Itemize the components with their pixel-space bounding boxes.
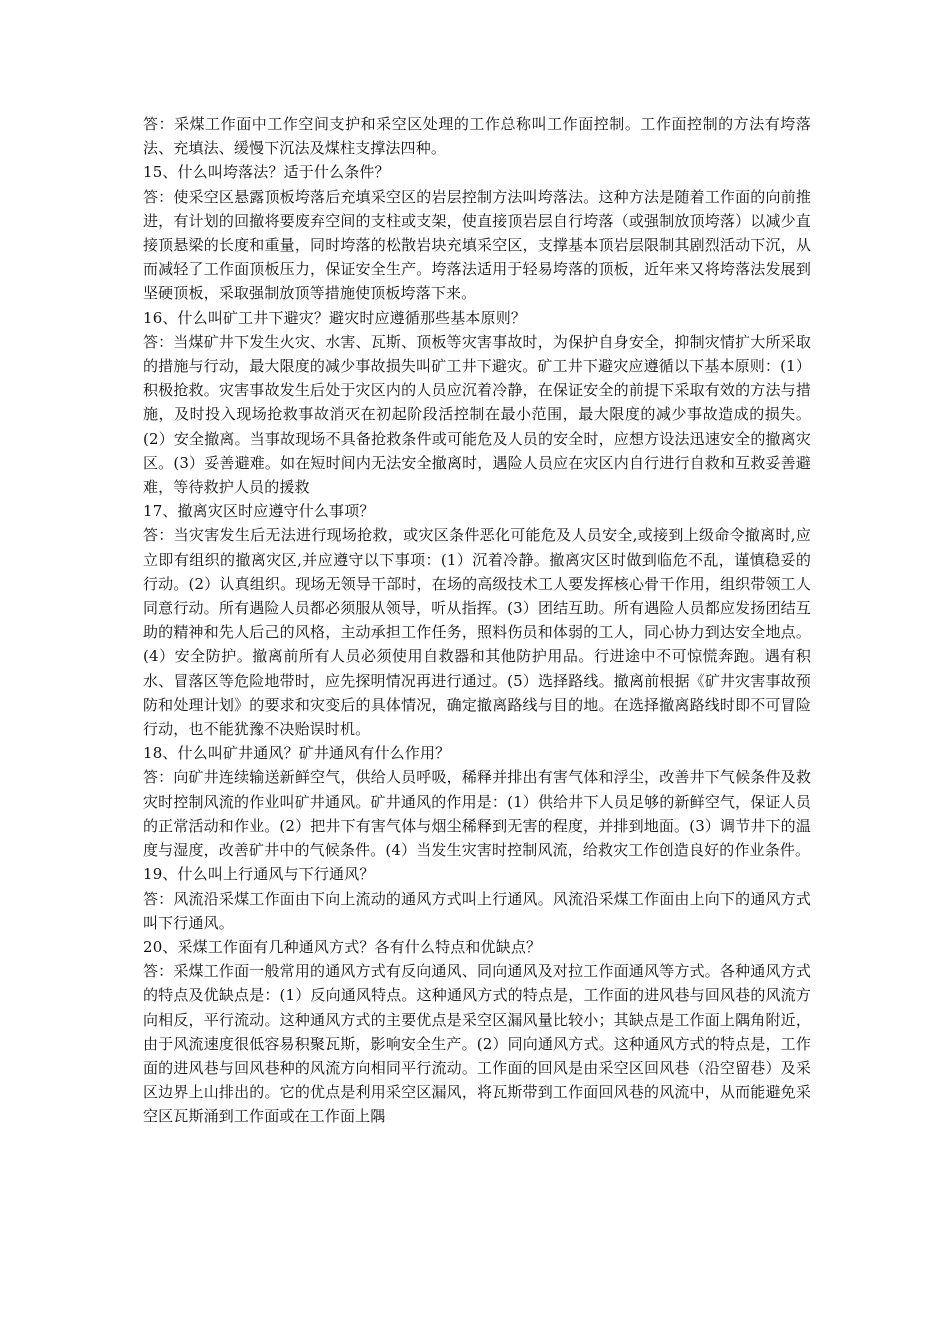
question-16: 16、什么叫矿工井下避灾？避灾时应遵循那些基本原则？ — [143, 308, 526, 327]
answer-paragraph-15: 答：使采空区悬露顶板垮落后充填采空区的岩层控制方法叫垮落法。这种方法是随着工作面的向前推进，有计划的回撤将要废弃空间的支柱或支架，使直接顶岩层自行垮落（或强制放顶垮落）以减少直接顶悬梁的长度和重量，同时垮落的松散岩块充填采空区，支撑基本顶岩层限制其剧烈活动下沉，从而减轻了工作面顶板压力，保证安全生产。垮落法适用于轻易垮落的顶板，近年来又将垮落法发展到坚硬顶板，采取强制放顶等措施使顶板垮落下来。 — [143, 187, 811, 303]
answer-paragraph-19: 答：风流沿采煤工作面由下向上流动的通风方式叫上行通风。风流沿采煤工作面由上向下的通风方式叫下行通风。 — [143, 889, 811, 932]
answer-paragraph-18: 答：向矿井连续输送新鲜空气，供给人员呼吸，稀释并排出有害气体和浮尘，改善井下气候条件及救灾时控制风流的作业叫矿井通风。矿井通风的作用是：(1）供给井下人员足够的新鲜空气，保证人员的正常活动和作业。(2）把井下有害气体与烟尘稀释到无害的程度，并排到地面。(3）调节井下的温度与湿度，改善矿井中的气候条件。(4）当发生灾害时控制风流，给救灾工作创造良好的作业条件。 — [143, 768, 811, 860]
answer-paragraph-17: 答：当灾害发生后无法进行现场抢救，或灾区条件恶化可能危及人员安全,或接到上级命令撤离时,应立即有组织的撤离灾区,并应遵守以下事项：(1）沉着冷静。撤离灾区时做到临危不乱，谨慎稳妥的行动。(2）认真组织。现场无领导干部时，在场的高级技术工人要发挥核心骨干作用，组织带领工人同意行动。所有遇险人员都必须服从领导，听从指挥。(3）团结互助。所有遇险人员都应发扬团结互助的精神和先人后己的风格，主动承担工作任务，照料伤员和体弱的工人，同心协力到达安全地点。(4）安全防护。撤离前所有人员必须使用自救器和其他防护用品。行进途中不可惊慌奔跑。遇有积水、冒落区等危险地带时，应先探明情况再进行通过。(5）选择路线。撤离前根据《矿井灾害事故预防和处理计划》的要求和灾变后的具体情况，确定撤离路线与目的地。在选择撤离路线时即不可冒险行动，也不能犹豫不决贻误时机。 — [143, 526, 811, 739]
question-17: 17、撤离灾区时应遵守什么事项？ — [143, 502, 375, 521]
question-15: 15、什么叫垮落法？适于什么条件？ — [143, 163, 390, 182]
answer-paragraph-20: 答：采煤工作面一般常用的通风方式有反向通风、同向通风及对拉工作面通风等方式。各种通风方式的特点及优缺点是：(1）反向通风特点。这种通风方式的特点是，工作面的进风巷与回风巷的风流方向相反，平行流动。这种通风方式的主要优点是采空区漏风量比较小；其缺点是工作面上隅角附近，由于风流速度很低容易积聚瓦斯，影响安全生产。(2）同向通风方式。这种通风方式的特点是，工作面的进风巷与回风巷种的风流方向相同平行流动。工作面的回风是由采空区回风巷（沿空留巷）及采区边界上山排出的。它的优点是利用采空区漏风，将瓦斯带到工作面回风巷的风流中，从而能避免采空区瓦斯涌到工作面或在工作面上隅 — [143, 962, 811, 1126]
question-20: 20、采煤工作面有几种通风方式？各有什么特点和优缺点？ — [143, 937, 542, 956]
question-18: 18、什么叫矿井通风？矿井通风有什么作用？ — [143, 744, 451, 763]
question-19: 19、什么叫上行通风与下行通风？ — [143, 865, 375, 884]
answer-paragraph-16: 答：当煤矿井下发生火灾、水害、瓦斯、顶板等灾害事故时，为保护自身安全，抑制灾情扩大所采取的措施与行动，最大限度的减少事故损失叫矿工井下避灾。矿工井下避灾应遵循以下基本原则：(1）积极抢救。灾害事故发生后处于灾区内的人员应沉着冷静，在保证安全的前提下采取有效的方法与措施，及时投入现场抢救事故消灭在初起阶段活控制在最小范围，最大限度的减少事故造成的损失。(2）安全撤离。当事故现场不具备抢救条件或可能危及人员的安全时，应想方设法迅速安全的撤离灾区。(3）妥善避难。如在短时间内无法安全撤离时，遇险人员应在灾区内自行进行自救和互救妥善避难，等待救护人员的援救 — [143, 332, 811, 497]
document-body — [143, 112, 811, 1129]
answer-paragraph-14: 答：采煤工作面中工作空间支护和采空区处理的工作总称叫工作面控制。工作面控制的方法有垮落法、充填法、缓慢下沉法及煤柱支撑法四种。 — [143, 115, 811, 158]
